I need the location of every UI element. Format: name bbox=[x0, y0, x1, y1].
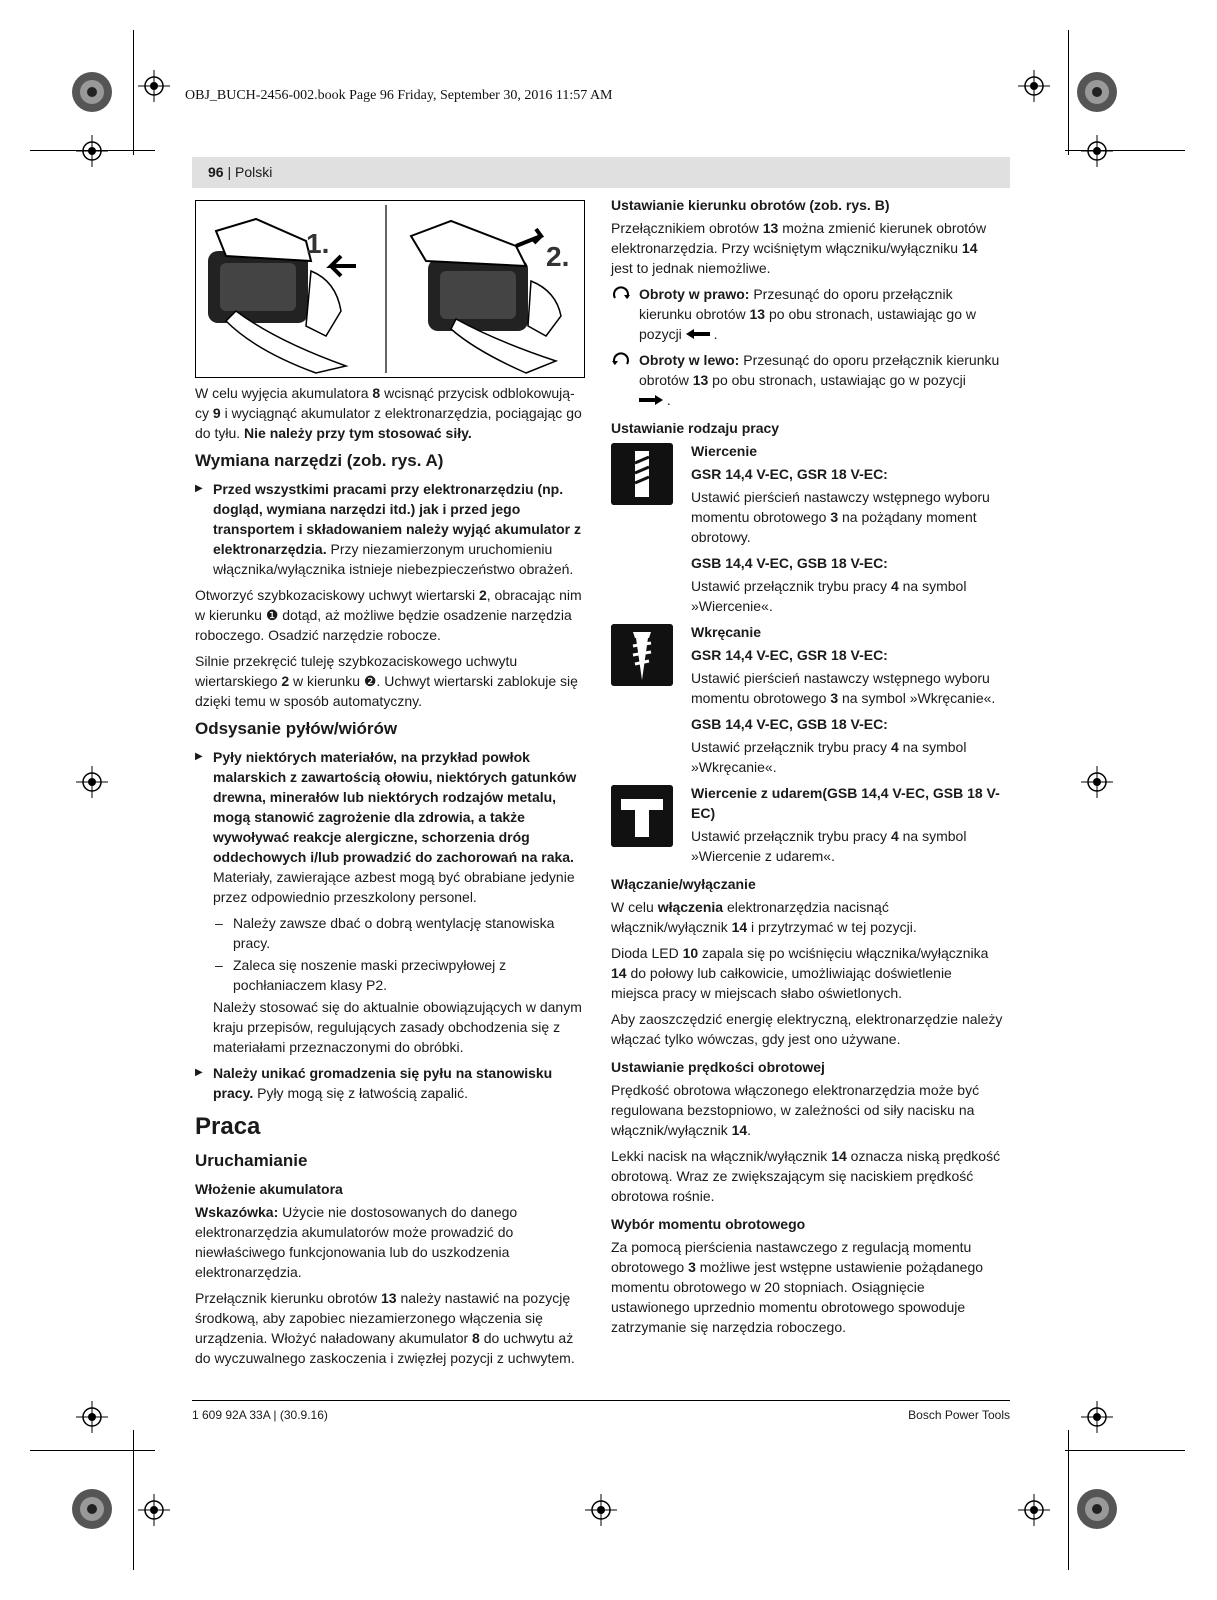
crosshair-icon bbox=[585, 1494, 617, 1526]
onoff-text: W celu włączenia elektronarzędzia nacisnąć włącznik/wyłącznik 14 i przytrzymać w tej pozycji. bbox=[611, 899, 917, 935]
screwing-gsb-models: GSB 14,4 V-EC, GSB 18 V-EC: bbox=[691, 716, 888, 732]
drilling-gsb-text: Ustawić przełącznik trybu pracy 4 na symbol »Wiercenie«. bbox=[691, 578, 967, 614]
right-rotation-item: Obroty w prawo: Przesunąć do oporu przełącznik kierunku obrotów 13 po obu stronach, ustawiając go w pozycji . bbox=[611, 284, 1003, 344]
speed-text: Prędkość obrotowa włączonego elektronarzędzia może być regulowana bezstopniowo, w zależności od siły nacisku na włącznik/wyłącznik 14. bbox=[611, 1082, 980, 1138]
hammer-title: Wiercenie z udarem(GSB 14,4 V-EC, GSB 18 V-EC) bbox=[691, 785, 1000, 821]
language-label: Polski bbox=[235, 164, 273, 180]
insert-battery-heading: Włożenie akumulatora bbox=[195, 1181, 343, 1197]
counterclockwise-rotation-icon bbox=[611, 352, 631, 368]
ventilation-item: – Należy zawsze dbać o dobrą wentylację stanowiska pracy. bbox=[195, 913, 587, 953]
hammer-mode bbox=[611, 783, 1003, 866]
dust-accumulation-warning: ▶ Należy unikać gromadzenia się pyłu na stanowisku pracy. Pyły mogą się z łatwością zapalić. bbox=[195, 1063, 587, 1103]
crosshair-icon bbox=[76, 135, 108, 167]
screwing-mode bbox=[611, 622, 1003, 777]
arrow-right-icon bbox=[639, 395, 663, 405]
crosshair-icon bbox=[1081, 766, 1113, 798]
screwing-gsr-models: GSR 14,4 V-EC, GSR 18 V-EC: bbox=[691, 647, 888, 663]
mode-heading: Ustawianie rodzaju pracy bbox=[611, 420, 780, 436]
crosshair-icon bbox=[76, 1401, 108, 1433]
battery-removal-illustration bbox=[196, 201, 584, 377]
tool-change-warning: ▶ Przed wszystkimi pracami przy elektronarzędziu (np. dogląd, wymiana narzędzi itd.) jak i przed jego transportem i składowaniem należy wyjąć akumulator z elektronarzędzia. Przy niezamierzonym uruchomieniu włącznika/wyłącznika istnieje niebezpieczeństwo obrażeń. bbox=[195, 479, 587, 579]
step-one-label: 1. bbox=[306, 228, 330, 259]
battery-removal-text: W celu wyjęcia akumulatora 8 wcisnąć przycisk odblokowują-cy 9 i wyciągnąć akumulator z elektronarzędzia, pociągając go do tyłu. Nie należy przy tym stosować siły. bbox=[195, 385, 582, 441]
drilling-gsb-models: GSB 14,4 V-EC, GSB 18 V-EC: bbox=[691, 555, 888, 571]
crosshair-icon bbox=[1018, 1494, 1050, 1526]
note-text: Wskazówka: Użycie nie dostosowanych do danego elektronarzędzia akumulatorów może prowadzić do niewłaściwego funkcjonowania lub do uszkodzenia elektronarzędzia. bbox=[195, 1204, 518, 1280]
tighten-chuck-text: Silnie przekręcić tuleję szybkozaciskowego uchwytu wiertarskiego 2 w kierunku ❷. Uchwyt wiertarski zablokuje się dzięki temu w sposób automatyczny. bbox=[195, 653, 578, 709]
regulations-text: Należy stosować się do aktualnie obowiązujących w danym kraju przepisów, regulujących zasady obchodzenia się z materiałami przeznaczonymi do obróbki. bbox=[213, 999, 582, 1055]
light-press-text: Lekki nacisk na włącznik/wyłącznik 14 oznacza niską prędkość obrotową. Wraz ze zwiększającym się naciskiem prędkość obrotowa rośnie. bbox=[611, 1148, 1001, 1204]
screwing-gsb-text: Ustawić przełącznik trybu pracy 4 na symbol »Wkręcanie«. bbox=[691, 739, 967, 775]
step-two-label: 2. bbox=[546, 241, 570, 272]
drilling-gsr-models: GSR 14,4 V-EC, GSR 18 V-EC: bbox=[691, 466, 888, 482]
startup-heading: Uruchamianie bbox=[195, 1151, 308, 1170]
hammer-text: Ustawić przełącznik trybu pracy 4 na symbol »Wiercenie z udarem«. bbox=[691, 828, 967, 864]
registration-target-icon bbox=[1075, 1487, 1119, 1531]
onoff-heading: Włączanie/wyłączanie bbox=[611, 876, 756, 892]
led-text: Dioda LED 10 zapala się po wciśnięciu włącznika/wyłącznika 14 do połowy lub całkowicie, umożliwiając doświetlenie miejsca pracy w miejscach słabo oświetlonych. bbox=[611, 945, 989, 1001]
hammer-drill-icon bbox=[611, 785, 673, 847]
operation-heading: Praca bbox=[195, 1113, 261, 1140]
file-info-line: OBJ_BUCH-2456-002.book Page 96 Friday, September 30, 2016 11:57 AM bbox=[185, 88, 613, 103]
crosshair-icon bbox=[1018, 70, 1050, 102]
clockwise-rotation-icon bbox=[611, 286, 631, 302]
drilling-mode bbox=[611, 441, 1003, 616]
footer-doc-code: 1 609 92A 33A | (30.9.16) bbox=[192, 1408, 328, 1422]
switch-text: Przełącznik kierunku obrotów 13 należy nastawić na pozycję środkową, aby zapobiec niezamierzonego włączenia się urządzenia. Włożyć naładowany akumulator 8 do uchwytu aż do wyczuwalnego zaskoczenia i zwięzłej pozycji z uchwytem. bbox=[195, 1290, 575, 1366]
page-number: 96 bbox=[208, 164, 224, 180]
registration-target-icon bbox=[70, 70, 114, 114]
arrow-left-icon bbox=[686, 329, 710, 339]
registration-target-icon bbox=[1075, 70, 1119, 114]
crosshair-icon bbox=[1081, 135, 1113, 167]
crosshair-icon bbox=[138, 70, 170, 102]
footer-brand: Bosch Power Tools bbox=[908, 1408, 1010, 1422]
battery-removal-figure bbox=[195, 200, 585, 378]
save-energy-text: Aby zaoszczędzić energię elektryczną, elektronarzędzie należy włączać tylko wówczas, gdy jest ono używane. bbox=[611, 1011, 1003, 1047]
open-chuck-text: Otworzyć szybkozaciskowy uchwyt wiertarski 2, obracając nim w kierunku ❶ dotąd, aż możliwe będzie osadzenie narzędzia roboczego. Osadzić narzędzie robocze. bbox=[195, 587, 582, 643]
drilling-title: Wiercenie bbox=[691, 443, 758, 459]
footer-divider bbox=[192, 1400, 1010, 1401]
registration-target-icon bbox=[70, 1487, 114, 1531]
right-column bbox=[611, 193, 1003, 1343]
screwing-gsr-text: Ustawić pierścień nastawczy wstępnego wyboru momentu obrotowego 3 na symbol »Wkręcanie«. bbox=[691, 670, 996, 706]
rotation-heading: Ustawianie kierunku obrotów (zob. rys. B) bbox=[611, 197, 890, 213]
crosshair-icon bbox=[76, 766, 108, 798]
left-rotation-item: Obroty w lewo: Przesunąć do oporu przełącznik kierunku obrotów 13 po obu stronach, ustawiając go w pozycji . bbox=[611, 350, 1003, 410]
rotation-text: Przełącznikiem obrotów 13 można zmienić kierunek obrotów elektronarzędzia. Przy wciśniętym włączniku/wyłączniku 14 jest to jednak niemożliwe. bbox=[611, 220, 987, 276]
torque-text: Za pomocą pierścienia nastawczego z regulacją momentu obrotowego 3 możliwe jest wstępne ustawienie pożądanego momentu obrotowego w 20 stopniach. Osiągnięcie ustawionego uprzednio momentu obrotowego spowoduje zatrzymanie się narzędzia roboczego. bbox=[611, 1239, 984, 1335]
crosshair-icon bbox=[138, 1494, 170, 1526]
crosshair-icon bbox=[1081, 1401, 1113, 1433]
drill-bit-icon bbox=[611, 443, 673, 505]
dust-heading: Odsysanie pyłów/wiórów bbox=[195, 719, 398, 738]
torque-heading: Wybór momentu obrotowego bbox=[611, 1216, 806, 1232]
screw-icon bbox=[611, 624, 673, 686]
speed-heading: Ustawianie prędkości obrotowej bbox=[611, 1059, 825, 1075]
drilling-gsr-text: Ustawić pierścień nastawczy wstępnego wyboru momentu obrotowego 3 na pożądany moment obrotowy. bbox=[691, 489, 990, 545]
tool-change-heading: Wymiana narzędzi (zob. rys. A) bbox=[195, 451, 444, 470]
screwing-title: Wkręcanie bbox=[691, 624, 762, 640]
page-header-band bbox=[192, 157, 1010, 188]
mask-item: – Zaleca się noszenie maski przeciwpyłowej z pochłaniaczem klasy P2. bbox=[195, 955, 587, 995]
left-column bbox=[195, 383, 587, 1374]
page-header: 96 | Polski bbox=[208, 164, 273, 180]
dust-warning: ▶ Pyły niektórych materiałów, na przykład powłok malarskich z zawartością ołowiu, niektórych gatunków drewna, minerałów lub niektórych rodzajów metalu, mogą stanowić zagrożenie dla zdrowia, a także wywoływać reakcje alergiczne, schorzenia dróg oddechowych i/lub prowadzić do zachorowań na raka. Materiały, zawierające azbest mogą być obrabiane jedynie przez odpowiednio przeszkolony personel. bbox=[195, 747, 587, 907]
